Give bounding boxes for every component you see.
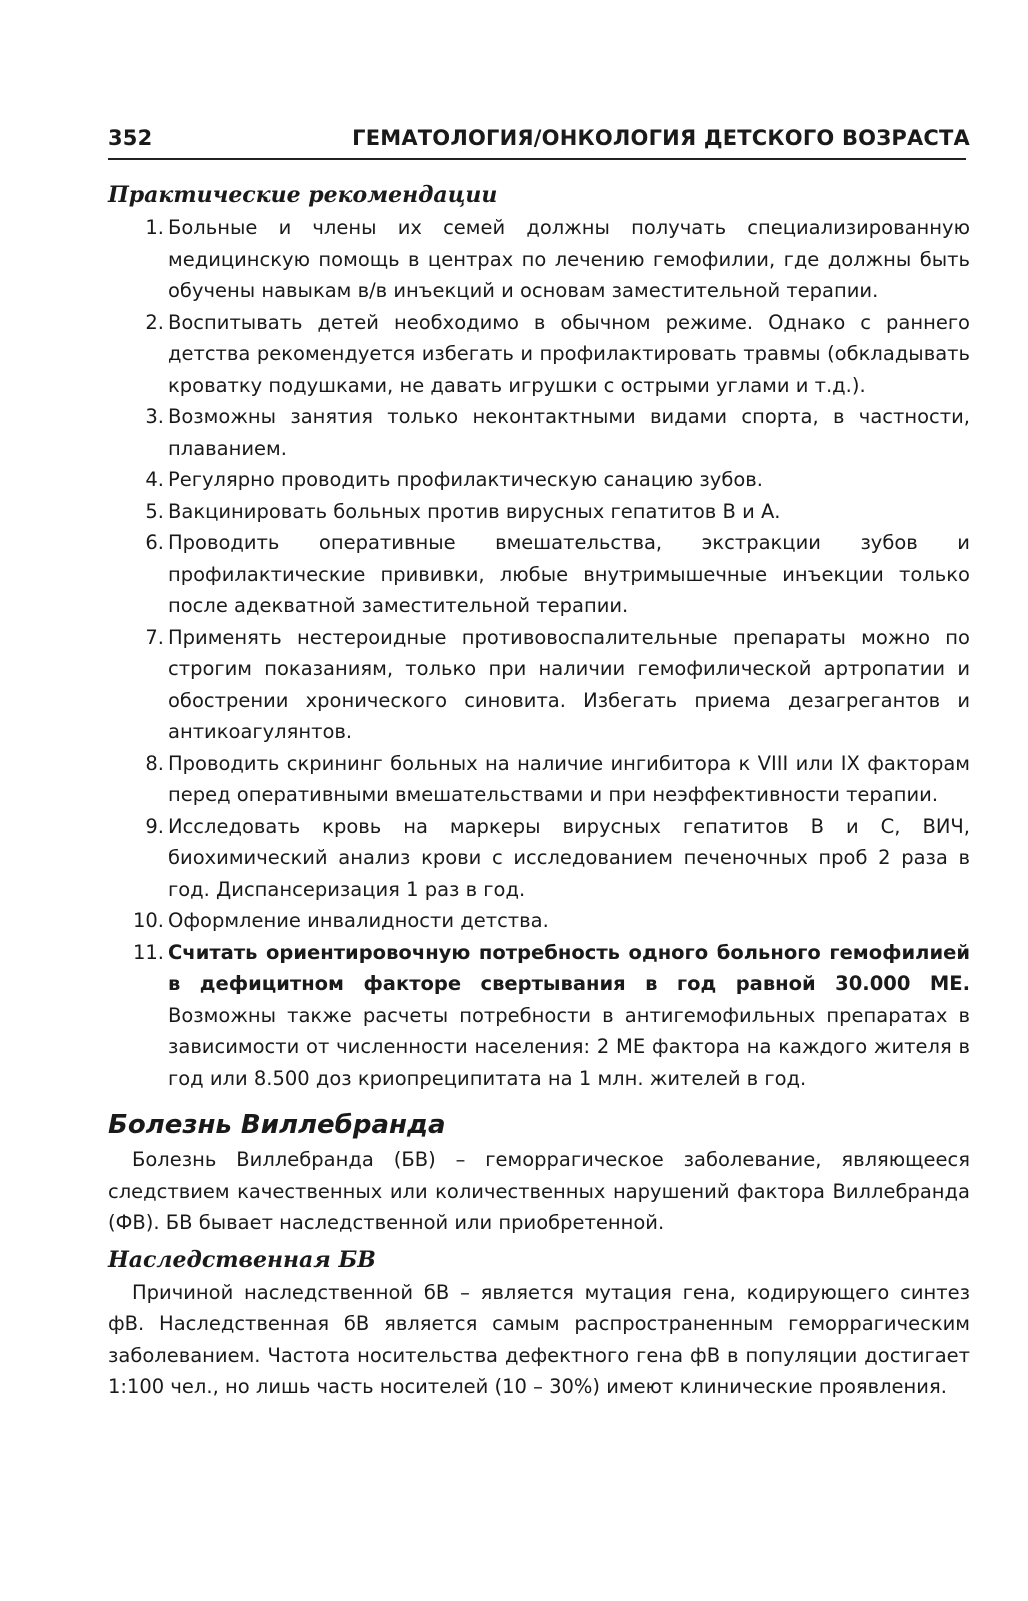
item-number: 5. xyxy=(145,499,164,523)
list-item xyxy=(108,464,970,496)
item-text: Исследовать кровь на маркеры вирусных гепатитов В и С, ВИЧ, биохимический анализ крови с исследованием печеночных проб 2 раза в год. Диспансеризация 1 раз в год. xyxy=(168,814,970,901)
item-text: Проводить скрининг больных на наличие ингибитора к VIII или IX факторам перед оперативными вмешательствами и при неэффективности терапии. xyxy=(168,751,970,806)
header-rule xyxy=(108,158,966,160)
item-text: Регулярно проводить профилактическую санацию зубов. xyxy=(168,468,763,491)
item-text: Возможны также расчеты потребности в антигемофильных препаратах в зависимости от численности населения: 2 МЕ фактора на каждого жителя в год или 8.500 доз криопреципитата на 1 млн. жителей в год. xyxy=(168,1003,970,1090)
page-number: 352 xyxy=(108,126,153,150)
list-item xyxy=(108,937,970,1095)
item-text: Применять нестероидные противовоспалительные препараты можно по строгим показаниям, только при наличии гемофилической артропатии и обострении хронического синовита. Избегать приема дезагрегантов и антикоагулянтов. xyxy=(168,625,970,743)
recommendations-list xyxy=(108,212,970,1094)
hereditary-vwd-heading: Наследственная БВ xyxy=(108,1246,376,1273)
item-number: 7. xyxy=(145,625,164,649)
item-number: 3. xyxy=(145,405,164,428)
list-item xyxy=(108,401,970,464)
item-number: 10. xyxy=(132,909,164,932)
item-text: Оформление инвалидности детства. xyxy=(168,909,549,932)
item-text: Больные и члены их семей должны получать специализированную медицинскую помощь в центрах по лечению гемофилии, где должны быть обучены навыкам в/в инъекций и основам заместительной терапии. xyxy=(168,216,970,302)
recommendations-heading: Практические рекомендации xyxy=(108,182,498,208)
item-number: 6. xyxy=(145,531,164,554)
item-number: 4. xyxy=(145,468,164,491)
item-number: 2. xyxy=(145,310,164,334)
item-number: 11. xyxy=(132,940,164,964)
item-text: Вакцинировать больных против вирусных гепатитов В и А. xyxy=(168,499,781,523)
list-item xyxy=(108,811,970,906)
section-title-vwd: Болезнь Виллебранда xyxy=(108,1110,446,1140)
item-text: Проводить оперативные вмешательства, экстракции зубов и профилактические прививки, любые внутримышечные инъекции только после адекватной заместительной терапии. xyxy=(168,531,970,617)
running-title: ГЕМАТОЛОГИЯ/ОНКОЛОГИЯ ДЕТСКОГО ВОЗРАСТА xyxy=(352,126,970,150)
item-text: Воспитывать детей необходимо в обычном режиме. Однако с раннего детства рекомендуется избегать и профилактировать травмы (обкладывать кроватку подушками, не давать игрушки с острыми углами и т.д.). xyxy=(168,310,970,397)
item-bold-text: Считать ориентировочную потребность одного больного гемофилией в дефицитном факторе свертывания в год равной 30.000 МЕ. xyxy=(168,940,970,995)
page-header xyxy=(108,126,970,150)
hereditary-vwd-paragraph: Причиной наследственной бВ – является мутация гена, кодирующего синтез фВ. Наследственная бВ является самым распространенным геморрагическим заболеванием. Частота носительства дефектного гена фВ в популяции достигает 1:100 чел., но лишь часть носителей (10 – 30%) имеют клинические проявления. xyxy=(108,1280,970,1398)
item-number: 9. xyxy=(145,814,164,838)
item-text: Возможны занятия только неконтактными видами спорта, в частности, плаванием. xyxy=(168,405,970,460)
list-item xyxy=(108,307,970,402)
list-item xyxy=(108,496,970,528)
list-item xyxy=(108,748,970,811)
list-item xyxy=(108,527,970,622)
vwd-intro-paragraph: Болезнь Виллебранда (БВ) – геморрагическое заболевание, являющееся следствием качественных или количественных нарушений фактора Виллебранда (ФВ). БВ бывает наследственной или приобретенной. xyxy=(108,1148,970,1234)
item-number: 8. xyxy=(145,751,164,775)
list-item xyxy=(108,212,970,307)
list-item xyxy=(108,622,970,748)
list-item xyxy=(108,905,970,937)
item-number: 1. xyxy=(145,216,164,239)
page-content xyxy=(108,180,970,1403)
